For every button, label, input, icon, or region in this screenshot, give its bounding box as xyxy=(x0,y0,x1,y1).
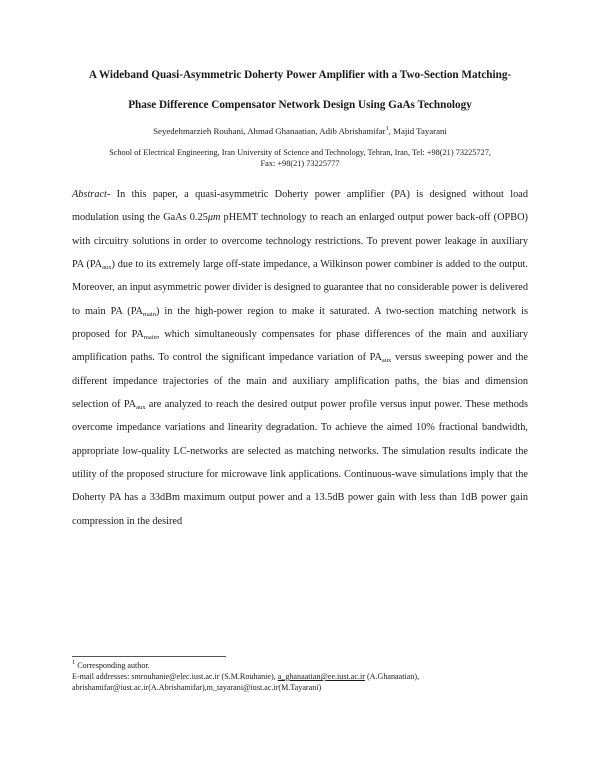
abstract-text: , which simultaneously compensates for phase differences of the main and auxiliary amplification paths. To control the significant impedance variation of PA xyxy=(72,329,528,364)
paper-title-line-2: Phase Difference Compensator Network Design Using GaAs Technology xyxy=(128,99,472,111)
email-link[interactable]: a_ghanaatian@ee.iust.ac.ir xyxy=(277,672,365,681)
abstract-label: Abstract xyxy=(72,189,107,200)
abstract-text: - In this paper, a quasi-asymmetric Doherty power amplifier (PA) is designed without load modulation using the GaAs 0.25 xyxy=(72,189,528,224)
author-list xyxy=(60,126,540,137)
subscript-main: main xyxy=(143,334,157,342)
affiliation-line-2: Fax: +98(21) 73225777 xyxy=(260,159,340,168)
subscript-aux: aux xyxy=(381,357,392,365)
author-names-tail: , Majid Tayarani xyxy=(388,126,447,136)
footnote-separator xyxy=(72,656,226,657)
abstract-text: pHEMT technology to reach an enlarged output power back-off (OPBO) with circuitry solutions in order to overcome technology restrictions. To prevent power leakage in auxiliary PA (PA xyxy=(72,212,528,271)
subscript-aux: aux xyxy=(102,264,112,272)
corresponding-author-mark: 1 xyxy=(385,125,389,132)
footnote-emails-line-2: abrishamifar@iust.ac.ir(A.Abrishamifar),m_tayarani@iust.ac.ir(M.Tayarani) xyxy=(72,683,322,692)
footnotes xyxy=(72,660,542,693)
author-names: Seyedehmarzieh Rouhani, Ahmad Ghanaatian, Adib Abrishamifar xyxy=(153,126,386,136)
affiliation-line-1: School of Electrical Engineering, Iran University of Science and Technology, Tehran, Iran, Tel: +98(21) 73225727, xyxy=(109,148,491,157)
micrometer-unit: μm xyxy=(207,212,221,224)
abstract-text: ) due to its extremely large off-state impedance, a Wilkinson power combiner is added to the output. Moreover, an input asymmetric power divider is designed to guarantee that no considerable power is delivered to main PA (PA xyxy=(72,259,528,317)
paper-title-line-1: A Wideband Quasi-Asymmetric Doherty Power Amplifier with a Two-Section Matching- xyxy=(88,69,512,81)
abstract-text: are analyzed to reach the desired output power profile versus input power. These methods overcome impedance variations and linearity degradation. To achieve the aimed 10% fractional bandwidth, appropriate low-quality LC-networks are selected as matching networks. The simulation results indicate the utility of the proposed structure for microwave link applications. Continuous-wave simulations imply that the Doherty PA has a 33dBm maximum output power and a 13.5dB power gain with less than 1dB power gain compression in the desired xyxy=(72,399,528,527)
footnote-emails-line-1 xyxy=(72,671,542,682)
footnote-corresponding xyxy=(72,660,542,671)
footnote-text: Corresponding author. xyxy=(75,661,150,670)
abstract-text: ) in the high-power region to make it saturated. A two-section matching network is proposed for PA xyxy=(72,305,528,341)
abstract-paragraph xyxy=(72,183,528,533)
email-suffix: (A.Ghanaatian), xyxy=(364,672,420,681)
affiliation xyxy=(60,147,540,169)
email-prefix: E-mail addresses: smrouhanie@elec.iust.ac.ir (S.M.Rouhanie), xyxy=(72,672,278,681)
footnote-mark: 1 xyxy=(72,659,76,666)
subscript-aux: aux xyxy=(136,404,146,412)
subscript-main: main xyxy=(142,310,156,318)
abstract-text: versus sweeping power and the different impedance trajectories of the main and auxiliary amplification paths, the bias and dimension selection of PA xyxy=(72,352,528,411)
